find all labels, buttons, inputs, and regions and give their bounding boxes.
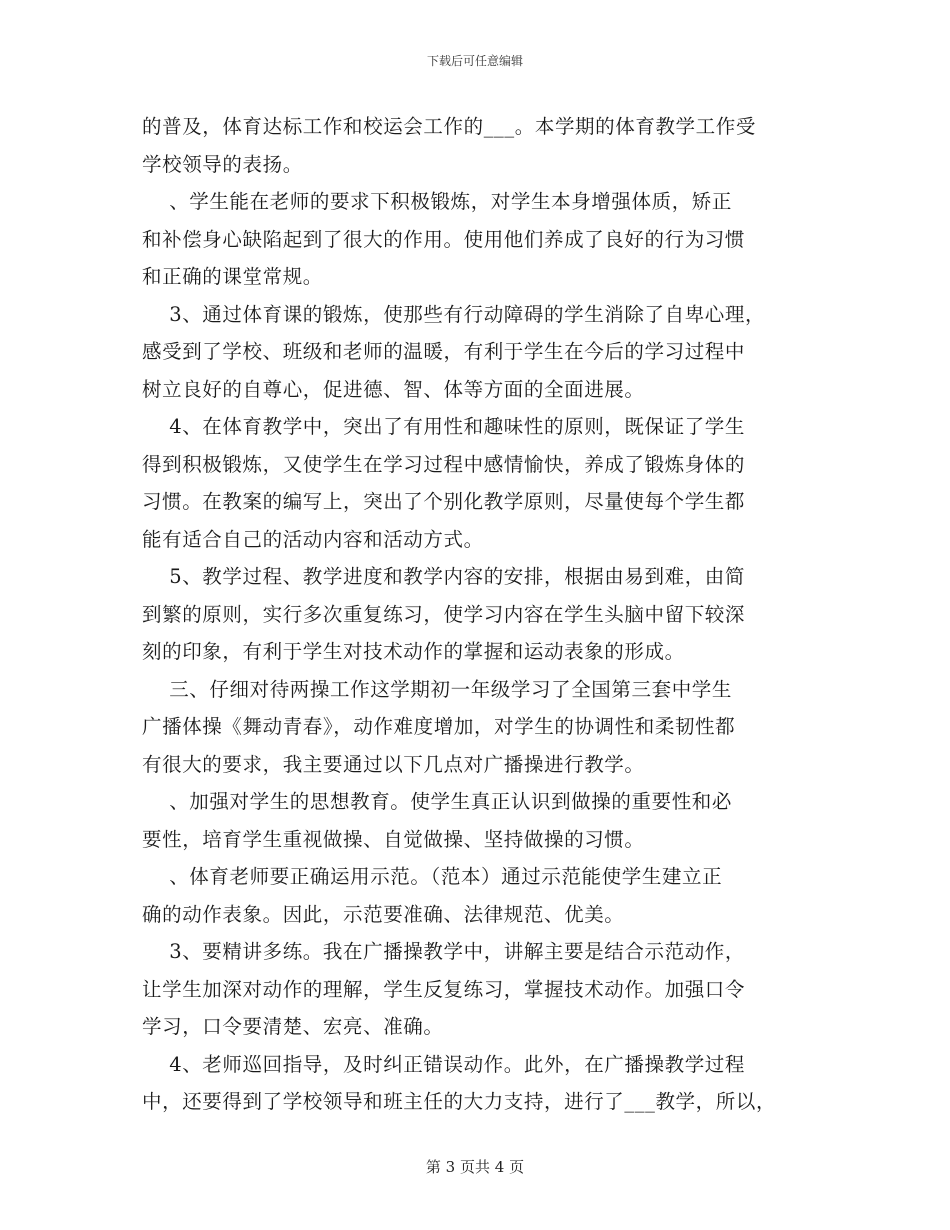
text-line: 到繁的原则，实行多次重复练习，使学习内容在学生头脑中留下较深 [142,602,746,626]
text-line: 学习，口令要清楚、宏亮、准确。 [142,1015,444,1038]
page-footer: 第 3 页共 4 页 [425,1158,525,1176]
text-line: 让学生加深对动作的理解，学生反复练习，掌握技术动作。加强口令 [142,977,746,1001]
text-line: 广播体操《舞动青春》，动作难度增加，对学生的协调性和柔韧性都 [142,715,736,738]
text-line: 4、在体育教学中，突出了有用性和趣味性的原则，既保证了学生 [142,415,746,438]
text-line: 、学生能在老师的要求下积极锻炼，对学生本身增强体质，矫正 [142,190,732,213]
text-line: 4、老师巡回指导，及时纠正错误动作。此外，在广播操教学过程 [142,1052,746,1076]
text-line: 、加强对学生的思想教育。使学生真正认识到做操的重要性和必 [142,790,732,813]
text-line: 、体育老师要正确运用示范。（范本）通过示范能使学生建立正 [142,865,723,888]
text-line: 的普及，体育达标工作和校运会工作的___。本学期的体育教学工作受 [142,115,756,138]
page-header: 下载后可任意编辑 [426,54,523,68]
text-line: 刻的印象，有利于学生对技术动作的掌握和运动表象的形成。 [142,640,685,663]
text-line: 学校领导的表扬。 [142,152,303,176]
document-body [142,108,822,1121]
text-line: 树立良好的自尊心，促进德、智、体等方面的全面进展。 [142,377,645,401]
text-line: 感受到了学校、班级和老师的温暖，有利于学生在今后的学习过程中 [142,340,746,363]
text-line: 和补偿身心缺陷起到了很大的作用。使用他们养成了良好的行为习惯 [142,227,746,251]
text-line: 要性，培育学生重视做操、自觉做操、坚持做操的习惯。 [142,827,645,851]
text-line: 有很大的要求，我主要通过以下几点对广播操进行教学。 [142,752,645,776]
text-line: 能有适合自己的活动内容和活动方式。 [142,527,484,551]
text-line: 三、仔细对待两操工作这学期初一年级学习了全国第三套中学生 [142,677,732,701]
text-line: 确的动作表象。因此，示范要准确、法律规范、优美。 [142,902,625,926]
text-line: 和正确的课堂常规。 [142,265,323,288]
text-line: 习惯。在教案的编写上，突出了个别化教学原则，尽量使每个学生都 [142,490,746,513]
text-line: 5、教学过程、教学进度和教学内容的安排，根据由易到难，由简 [142,565,746,588]
text-line: 中，还要得到了学校领导和班主任的大力支持，进行了___教学，所以， [142,1090,777,1113]
text-line: 得到积极锻炼，又使学生在学习过程中感情愉快，养成了锻炼身体的 [142,452,746,476]
text-line: 3、通过体育课的锻炼，使那些有行动障碍的学生消除了自卑心理， [142,302,766,326]
text-line: 3、要精讲多练。我在广播操教学中，讲解主要是结合示范动作， [142,940,746,963]
